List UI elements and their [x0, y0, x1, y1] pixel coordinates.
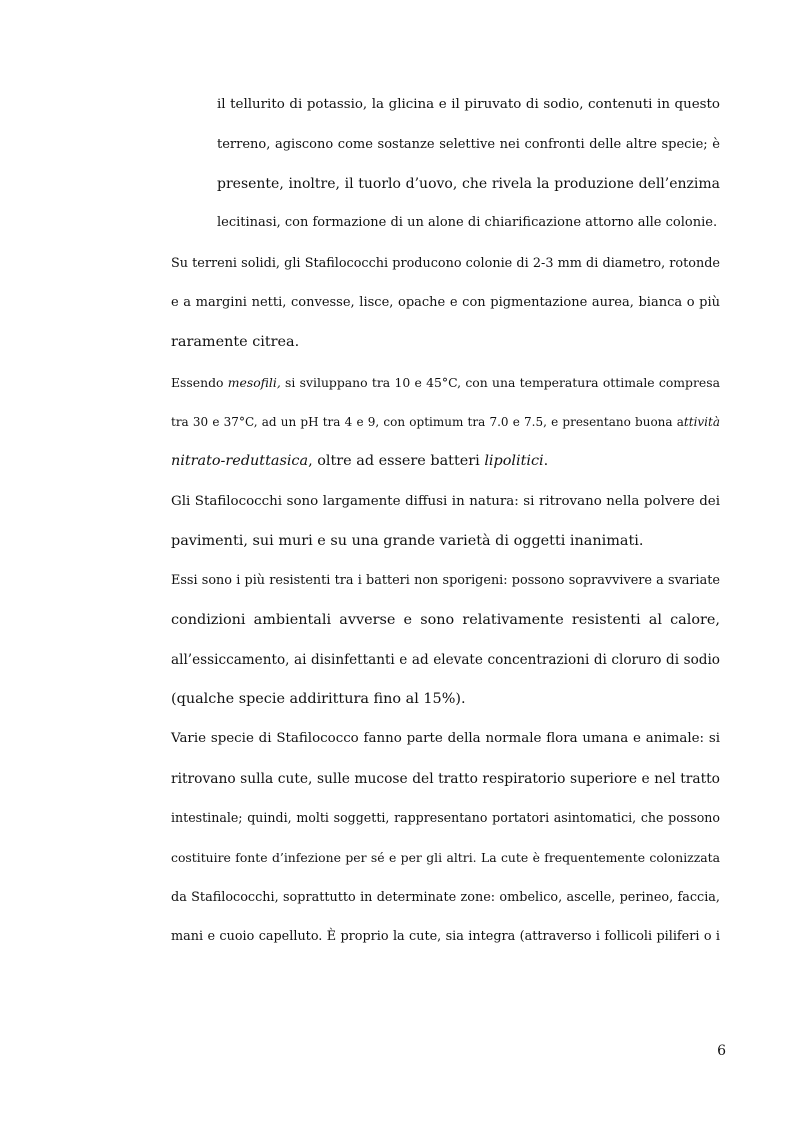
text-line: da Stafilococchi, soprattutto in determinate zone: ombelico, ascelle, perineo, faccia, [171, 890, 720, 905]
text-line: intestinale; quindi, molti soggetti, rappresentano portatori asintomatici, che possono [171, 810, 720, 825]
text-line: condizioni ambientali avverse e sono relativamente resistenti al calore, [171, 612, 720, 628]
text-line: raramente citrea. [171, 334, 300, 350]
text-run: Essendo [171, 375, 228, 390]
text-line: (qualche specie addirittura fino al 15%). [171, 691, 466, 707]
text-line [171, 412, 720, 432]
text-line: e a margini netti, convesse, lisce, opache e con pigmentazione aurea, bianca o più [171, 295, 720, 310]
text-line: ritrovano sulla cute, sulle mucose del tratto respiratorio superiore e nel tratto [171, 771, 720, 787]
text-line: presente, inoltre, il tuorlo d’uovo, che rivela la produzione dell’enzima [217, 176, 720, 192]
text-line: mani e cuoio capelluto. È proprio la cute, sia integra (attraverso i follicoli piliferi o i [171, 929, 720, 944]
text-line: terreno, agiscono come sostanze selettive nei confronti delle altre specie; è [217, 137, 720, 152]
italic-term: mesofili, [227, 375, 281, 390]
text-line: Varie specie di Stafilococco fanno parte della normale flora umana e animale: si [171, 731, 720, 746]
text-line [171, 373, 720, 393]
text-run: si sviluppano tra 10 e 45°C, con una temperatura ottimale compresa [280, 375, 720, 390]
text-line: pavimenti, sui muri e su una grande varietà di oggetti inanimati. [171, 533, 644, 549]
italic-term: nitrato-reduttasica [171, 453, 309, 469]
text-line: Su terreni solidi, gli Stafilococchi producono colonie di 2-3 mm di diametro, rotonde [171, 256, 720, 271]
page-number: 6 [717, 1043, 726, 1059]
text-line: all’essiccamento, ai disinfettanti e ad elevate concentrazioni di cloruro di sodio [171, 652, 720, 668]
text-line: Essi sono i più resistenti tra i batteri non sporigeni: possono sopravvivere a svariate [171, 573, 720, 588]
text-line: il tellurito di potassio, la glicina e il piruvato di sodio, contenuti in questo [217, 97, 720, 112]
italic-term: lipolitici [484, 453, 544, 469]
text-line [171, 451, 720, 471]
text-run: tra 30 e 37°C, ad un pH tra 4 e 9, con optimum tra 7.0 e 7.5, e presentano buona a [171, 415, 684, 429]
text-line: Gli Stafilococchi sono largamente diffusi in natura: si ritrovano nella polvere dei [171, 494, 720, 509]
italic-term: ttività [683, 415, 720, 429]
text-run: . [543, 453, 549, 469]
text-line: lecitinasi, con formazione di un alone di chiarificazione attorno alle colonie. [217, 215, 718, 230]
text-line: costituire fonte d’infezione per sé e per gli altri. La cute è frequentemente colonizzata [171, 850, 720, 865]
text-run: , oltre ad essere batteri [308, 453, 485, 469]
